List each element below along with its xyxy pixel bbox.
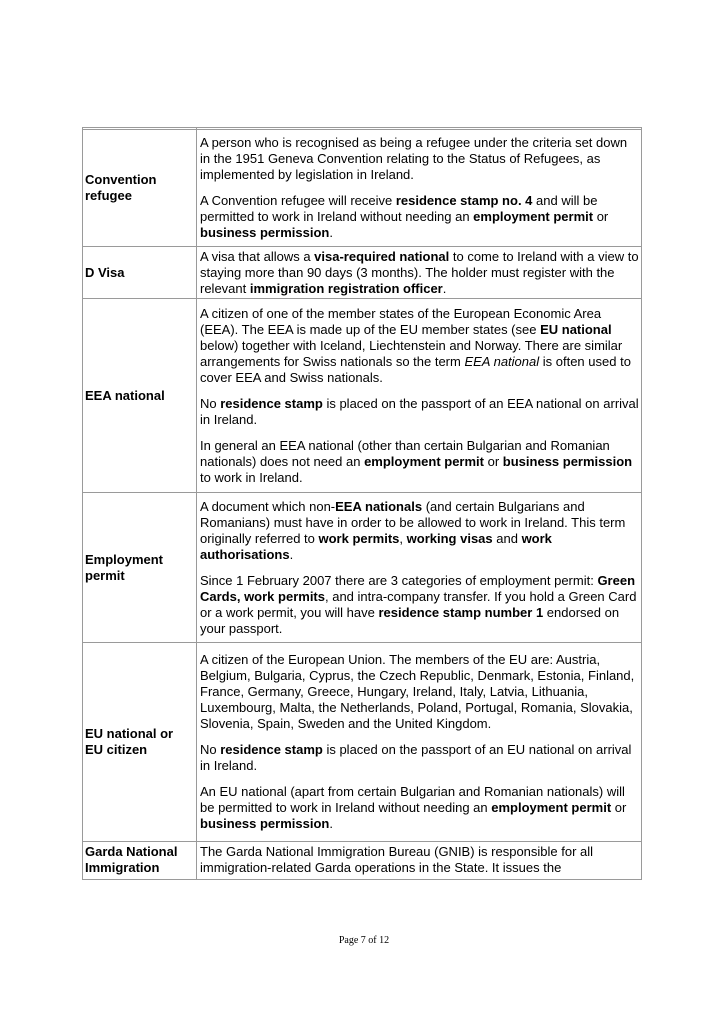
bold-term: employment permit [364, 453, 484, 469]
definition-text: endorsed on your passport. [200, 604, 620, 636]
definition-text: , and intra-company transfer. If you hold a Green Card or a work permit, you will have [200, 588, 637, 620]
definition-text: In general an EEA national (other than certain Bulgarian and Romanian nationals) does not need an [200, 437, 610, 469]
bold-term: work permits [318, 530, 400, 546]
bold-term: business permission [200, 816, 330, 831]
definition-text: is often used to cover EEA and Swiss nationals. [200, 353, 631, 385]
definition-text: A document which non- [200, 498, 336, 514]
italic-term: EEA national [464, 353, 540, 369]
bold-term: business permission [502, 453, 633, 469]
definition-text: or [593, 209, 609, 224]
definition-text: is placed on the passport of an EEA national on arrival in Ireland. [200, 395, 639, 427]
definition-paragraph [200, 306, 639, 386]
glossary-definition [197, 299, 642, 493]
definition-paragraph [200, 135, 639, 183]
definition-text: and will be permitted to work in Ireland without needing an [200, 193, 598, 224]
definition-text: A citizen of one of the member states of the European Economic Area (EEA). The EEA is made up of the EU member states (see [200, 305, 602, 337]
glossary-row [83, 643, 642, 842]
definition-text: , [399, 530, 407, 546]
definition-text: An EU national (apart from certain Bulgarian and Romanian nationals) will be permitted to work in Ireland without needing an [200, 784, 625, 815]
definition-text: . [329, 816, 333, 831]
glossary-definition [197, 247, 642, 299]
definition-paragraph [200, 396, 639, 428]
definition-text: or [484, 453, 503, 469]
bold-term: residence stamp [220, 395, 323, 411]
bold-term: EEA nationals [335, 498, 423, 514]
bold-term: working visas [406, 530, 493, 546]
glossary-definition [197, 130, 642, 247]
bold-term: residence stamp number 1 [378, 604, 544, 620]
definition-text: below) together with Iceland, Liechtenstein and Norway. There are similar arrangements for Swiss nationals so the term [200, 337, 623, 369]
bold-term: work authorisations [200, 530, 552, 562]
definition-paragraph [200, 652, 639, 732]
glossary-row [83, 842, 642, 880]
definition-text: A visa that allows a [200, 248, 315, 264]
bold-term: Green Cards, work permits [200, 572, 636, 604]
definition-paragraph [200, 844, 639, 876]
definition-paragraph [200, 193, 639, 241]
glossary-row [83, 493, 642, 643]
definition-text: . [442, 280, 447, 296]
glossary-definition [197, 643, 642, 842]
definition-text: is placed on the passport of an EU national on arrival in Ireland. [200, 742, 632, 773]
definition-text: No [200, 742, 221, 757]
glossary-row [83, 299, 642, 493]
definition-text: . [329, 225, 333, 240]
glossary-row [83, 130, 642, 247]
definition-text: A citizen of the European Union. The members of the EU are: Austria, Belgium, Bulgaria, Cyprus, the Czech Republic, Denmark, Estonia, Finland, France, Germany, Greece, Hungary, Ireland, Italy, Latvia, Lithuania, Luxembourg, Malta, the Netherlands, Poland, Portugal, Romania, Slovakia, Slovenia, Spain, Sweden and the United Kingdom. [200, 652, 635, 731]
bold-term: employment permit [473, 209, 594, 224]
definition-text: Since 1 February 2007 there are 3 categories of employment permit: [200, 572, 598, 588]
page-number: Page 7 of 12 [338, 935, 390, 946]
glossary-row [83, 247, 642, 299]
definition-text: The Garda National Immigration Bureau (GNIB) is responsible for all immigration-related Garda operations in the State. It issues the [200, 844, 594, 875]
definition-paragraph [200, 784, 639, 832]
glossary-term: EEA national [83, 299, 197, 493]
bold-term: EU national [540, 321, 612, 337]
bold-term: residence stamp no. 4 [395, 193, 533, 208]
definition-text: (and certain Bulgarians and Romanians) must have in order to be allowed to work in Ireland. This term originally referred to [200, 498, 626, 546]
definition-text: A person who is recognised as being a refugee under the criteria set down in the 1951 Geneva Convention relating to the Status of Refugees, as implemented by legislation in Ireland. [200, 135, 628, 182]
glossary-definition [197, 493, 642, 643]
glossary-term: Garda National Immigration [83, 842, 197, 880]
definition-paragraph [200, 438, 639, 486]
glossary-term: D Visa [83, 247, 197, 299]
definition-text: to come to Ireland with a view to staying more than 90 days (3 months). The holder must register with the relevant [200, 248, 639, 296]
definition-paragraph [200, 742, 639, 774]
definition-text: and [492, 530, 522, 546]
definition-paragraph [200, 249, 639, 297]
glossary-definition [197, 842, 642, 880]
definition-text: to work in Ireland. [200, 469, 303, 485]
bold-term: employment permit [491, 800, 612, 815]
definition-paragraph [200, 573, 639, 637]
definition-paragraph [200, 499, 639, 563]
page-footer [0, 935, 728, 946]
bold-term: immigration registration officer [249, 280, 443, 296]
bold-term: business permission [200, 225, 330, 240]
glossary-term: EU national or EU citizen [83, 643, 197, 842]
definition-text: or [611, 800, 627, 815]
bold-term: residence stamp [220, 742, 323, 757]
bold-term: visa-required national [314, 248, 450, 264]
glossary-term: Convention refugee [83, 130, 197, 247]
glossary-term: Employment permit [83, 493, 197, 643]
definition-text: A Convention refugee will receive [200, 193, 396, 208]
glossary-body [83, 128, 642, 880]
definition-text: . [289, 546, 294, 562]
definition-text: No [200, 395, 221, 411]
glossary-table [82, 127, 642, 880]
